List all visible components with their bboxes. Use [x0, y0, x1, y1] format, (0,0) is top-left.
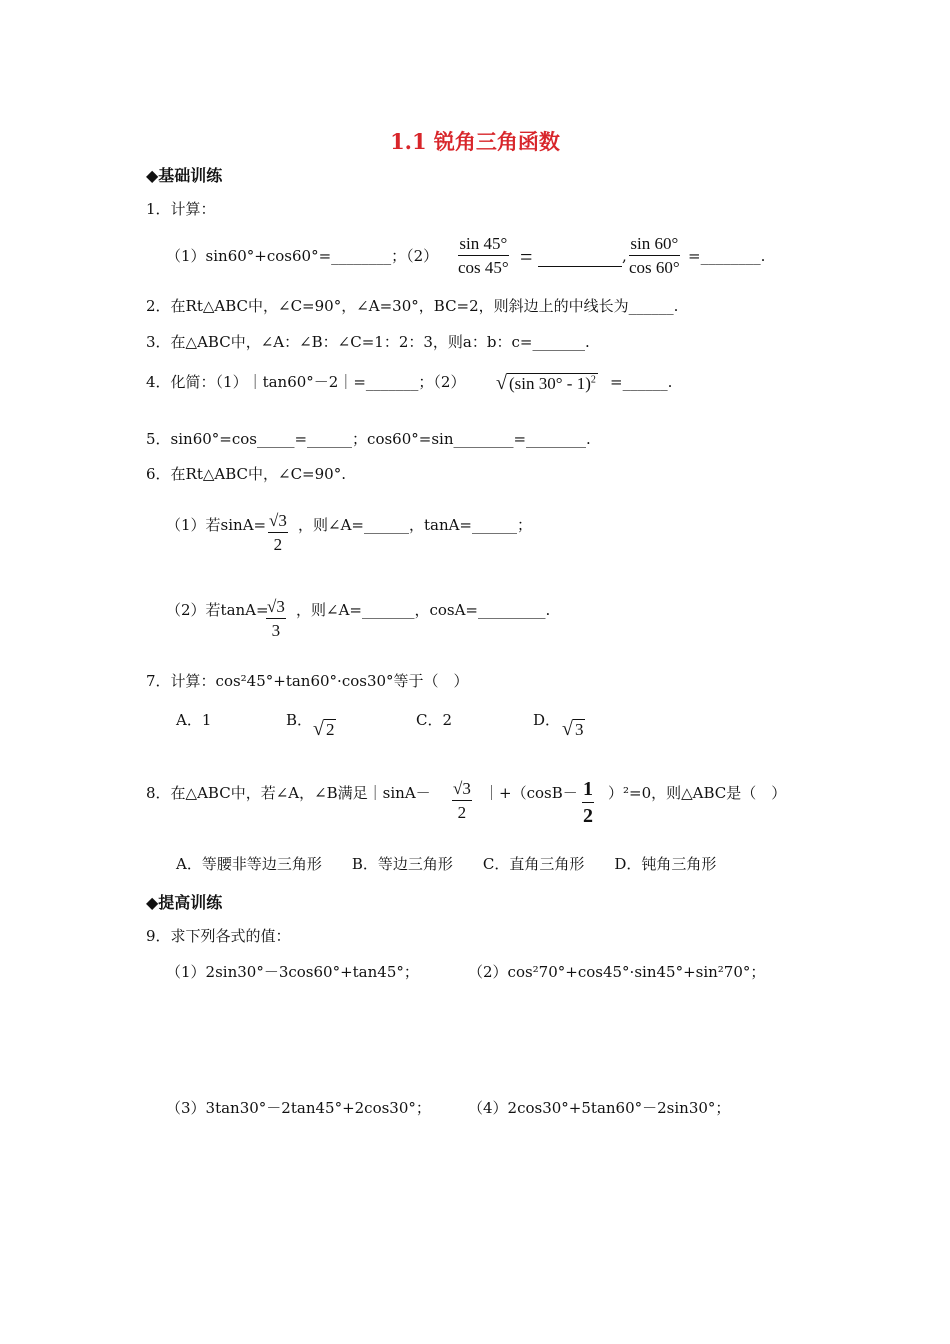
q6-fraction-1: $\frac{√3}{2}$ [269, 511, 287, 554]
q1-part1: （1）sin60°+cos60°=________；（2） [166, 247, 439, 265]
q7-option-a: A．1 [176, 711, 212, 729]
q7-option-b: B． [286, 711, 313, 729]
q8-text-3: ）²=0，则△ABC是（ ） [608, 784, 787, 802]
q8-fraction-2: $\frac{1}{2}$ [583, 778, 593, 827]
q8-text-2: ｜+（cosB－ [484, 784, 578, 802]
q9-part2: （2）cos²70°+cos45°·sin45°+sin²70°； [468, 963, 766, 981]
q1-equals: = [520, 244, 533, 269]
q6-part2-tail: ，则∠A=_______，cosA=_________. [296, 601, 551, 619]
q8-options: A．等腰非等边三角形 B．等边三角形 C．直角三角形 D．钝角三角形 [176, 855, 717, 873]
q9-label: 9．求下列各式的值： [146, 927, 291, 945]
q9-part4: （4）2cos30°+5tan60°－2sin30°； [468, 1099, 731, 1117]
q3: 3．在△ABC中，∠A：∠B：∠C=1：2：3，则a：b：c=_______. [146, 333, 590, 351]
q9-part3: （3）3tan30°－2tan45°+2cos30°； [166, 1099, 431, 1117]
q7-option-c: C．2 [416, 711, 453, 729]
q1-fraction-2: $\frac{\sin 60^\circ}{\cos 60^\circ}$ [629, 234, 680, 277]
q1-tail: =________. [688, 247, 766, 265]
q4-tail: =______. [610, 373, 673, 391]
section-basic: ◆基础训练 [146, 166, 223, 185]
q4-text: 4．化简：（1）｜tan60°－2｜=_______；（2） [146, 373, 466, 391]
q8-text-1: 8．在△ABC中，若∠A，∠B满足｜sinA－ [146, 784, 431, 802]
q5: 5．sin60°=cos_____=______；cos60°=sin________=________. [146, 430, 591, 448]
q7-label: 7．计算：cos²45°+tan60°·cos30°等于（ ） [146, 672, 469, 690]
q6-part2: （2）若tanA= [166, 601, 269, 619]
q6-part1-tail: ，则∠A=______，tanA=______； [298, 516, 533, 534]
q1-comma: , [622, 247, 627, 265]
q1-fraction-1: $\frac{\sin 45^\circ}{\cos 45^\circ}$ [458, 234, 509, 277]
q6-part1: （1）若sinA= [166, 516, 267, 534]
section-advanced: ◆提高训练 [146, 893, 223, 912]
q1-label: 1．计算： [146, 200, 216, 218]
q6-label: 6．在Rt△ABC中，∠C=90°. [146, 465, 346, 483]
q7-option-d-root: √ 3 [562, 718, 584, 740]
q9-part1: （1）2sin30°－3cos60°+tan45°； [166, 963, 419, 981]
q1-blank [538, 246, 622, 267]
q2: 2．在Rt△ABC中，∠C=90°，∠A=30°，BC=2，则斜边上的中线长为______. [146, 297, 679, 315]
q4-radical: √ (sin 30° - 1)$^2$ [496, 372, 596, 394]
q7-option-d: D． [533, 711, 561, 729]
q7-option-b-root: √ 2 [313, 718, 335, 740]
q6-fraction-2: $\frac{√3}{3}$ [267, 597, 285, 640]
q8-fraction-1: $\frac{√3}{2}$ [453, 779, 471, 822]
page-title: 1.1 锐角三角函数 [390, 129, 560, 154]
